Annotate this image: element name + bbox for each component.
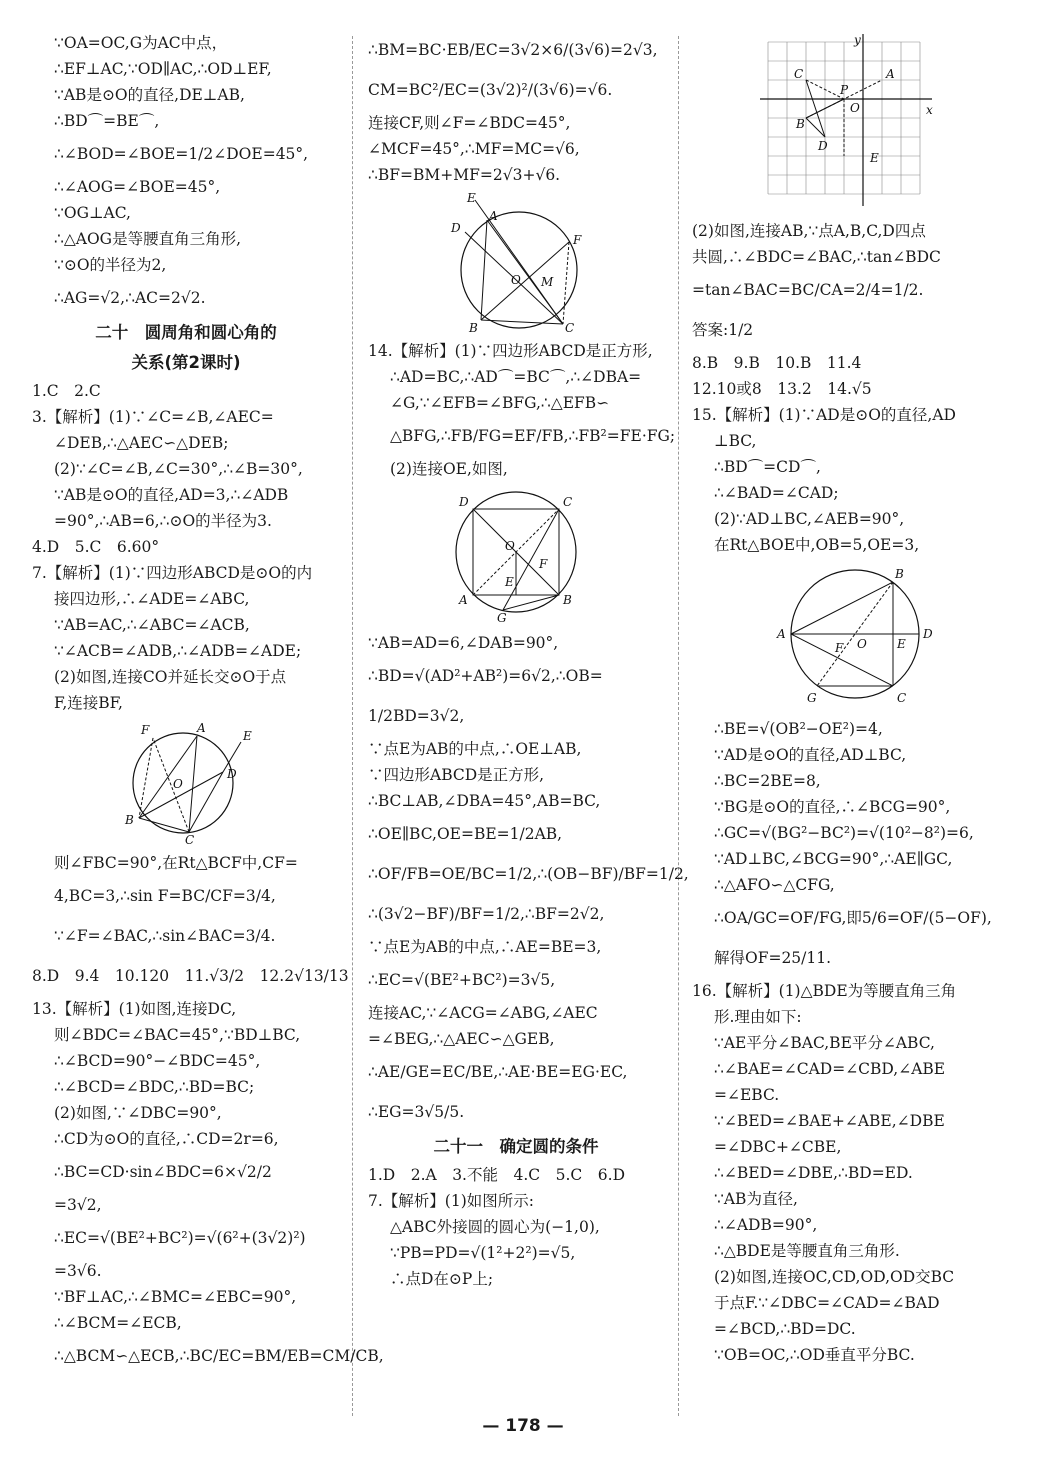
grid-label: E <box>870 151 879 165</box>
text-line: (2)如图,连接AB,∵点A,B,C,D四点 <box>692 222 926 240</box>
text-line: =3√2, <box>54 1196 102 1214</box>
fig7-label: A <box>197 721 206 735</box>
text-line: ∵⊙O的半径为2, <box>54 256 167 274</box>
figure-q15 <box>775 562 935 712</box>
text-line: ∴△AOG是等腰直角三角形, <box>54 230 241 248</box>
text-line: ∴GC=√(BG²−BC²)=√(10²−8²)=6, <box>714 824 974 842</box>
text-line: 4.D 5.C 6.60° <box>32 538 160 556</box>
text-line: ∴AG=√2,∴AC=2√2. <box>54 289 206 307</box>
text-line: ∵AB是⊙O的直径,AD=3,∴∠ADB <box>54 486 289 504</box>
fig14-label: F <box>539 557 548 571</box>
column-divider-1 <box>352 36 353 1416</box>
figure-q7-grid <box>760 34 950 214</box>
text-line: =∠DBC+∠CBE, <box>714 1138 842 1156</box>
text-line: (2)∵∠C=∠B,∠C=30°,∴∠B=30°, <box>54 460 303 478</box>
text-line: ∴∠BED=∠DBE,∴BD=ED. <box>714 1164 913 1182</box>
text-line: =∠EBC. <box>714 1086 780 1104</box>
text-line: =∠BCD,∴BD=DC. <box>714 1320 856 1338</box>
text-line: ∵AD⊥BC,∠BCG=90°,∴AE∥GC, <box>714 850 953 868</box>
fig7-label: C <box>185 833 195 846</box>
text-line: ∴BM=BC·EB/EC=3√2×6/(3√6)=2√3, <box>368 41 658 59</box>
text-line: ∴∠BCD=∠BDC,∴BD=BC; <box>54 1078 255 1096</box>
fig14-label: E <box>505 575 514 589</box>
figure-q14 <box>441 486 591 626</box>
text-line: (2)如图,∵∠DBC=90°, <box>54 1104 222 1122</box>
fig15-label: E <box>897 637 906 651</box>
fig15-label: G <box>807 691 817 705</box>
text-line: ∴∠BOD=∠BOE=1/2∠DOE=45°, <box>54 145 309 163</box>
fig14-label: O <box>505 539 515 553</box>
text-line: ∴AE/GE=EC/BE,∴AE·BE=EG·EC, <box>368 1063 628 1081</box>
section-heading: 二十一 确定圆的条件 <box>433 1137 599 1156</box>
text-line: ∴∠BAD=∠CAD; <box>714 484 839 502</box>
text-line: 16.【解析】(1)△BDE为等腰直角三角 <box>692 982 957 1000</box>
fig14-label: A <box>459 593 468 607</box>
text-line: △ABC外接圆的圆心为(−1,0), <box>390 1218 600 1236</box>
text-line: 15.【解析】(1)∵AD是⊙O的直径,AD <box>692 406 956 424</box>
figure-q7 <box>111 720 261 846</box>
fig13-label: O <box>511 273 521 287</box>
fig14-label: B <box>563 593 572 607</box>
fig15-label: B <box>895 567 904 581</box>
text-line: 8.B 9.B 10.B 11.4 <box>692 354 862 372</box>
column-1 <box>32 30 384 1376</box>
fig15-label: F <box>835 641 844 655</box>
text-line: 8.D 9.4 10.120 11.√3/2 12.2√13/13 <box>32 967 349 985</box>
grid-label: P <box>840 83 849 97</box>
text-line: ∴BD⌒=BE⌒, <box>54 112 160 130</box>
text-line: △BFG,∴FB/FG=EF/FB,∴FB²=FE·FG; <box>390 427 676 445</box>
fig7-label: B <box>125 813 134 827</box>
text-line: ∵∠BED=∠BAE+∠ABE,∠DBE <box>714 1112 945 1130</box>
column-3 <box>692 30 1018 1368</box>
text-line: ∠G,∵∠EFB=∠BFG,∴△EFB∽ <box>390 394 610 412</box>
text-line: 13.【解析】(1)如图,连接DC, <box>32 1000 237 1018</box>
text-line: ∴EC=√(BE²+BC²)=3√5, <box>368 971 556 989</box>
text-line: ∴BE=√(OB²−OE²)=4, <box>714 720 883 738</box>
text-line: ∵AB=AC,∴∠ABC=∠ACB, <box>54 616 250 634</box>
fig14-label: G <box>497 611 507 625</box>
text-line: 则∠BDC=∠BAC=45°,∵BD⊥BC, <box>54 1026 301 1044</box>
text-line: ∴∠BAE=∠CAD=∠CBD,∠ABE <box>714 1060 946 1078</box>
text-line: (2)∵AD⊥BC,∠AEB=90°, <box>714 510 905 528</box>
fig13-label: E <box>467 192 476 205</box>
text-line: ∵四边形ABCD是正方形, <box>368 766 545 784</box>
grid-label: D <box>818 139 828 153</box>
text-line: ∴EC=√(BE²+BC²)=√(6²+(3√2)²) <box>54 1229 306 1247</box>
text-line: ∴EF⊥AC,∵OD∥AC,∴OD⊥EF, <box>54 60 272 78</box>
text-line: 则∠FBC=90°,在Rt△BCF中,CF= <box>54 854 298 872</box>
text-line: ∵∠ACB=∠ADB,∴∠ADB=∠ADE; <box>54 642 302 660</box>
fig7-label: D <box>227 767 237 781</box>
text-line: ∴△BCM∽△ECB,∴BC/EC=BM/EB=CM/CB, <box>54 1347 384 1365</box>
fig15-label: D <box>923 627 933 641</box>
column-divider-2 <box>678 36 679 1416</box>
text-line: 1/2BD=3√2, <box>368 707 465 725</box>
text-line: ∵BF⊥AC,∴∠BMC=∠EBC=90°, <box>54 1288 297 1306</box>
grid-label: B <box>796 117 805 131</box>
text-line: 1.D 2.A 3.不能 4.C 5.C 6.D <box>368 1166 625 1184</box>
fig7-label: O <box>173 777 183 791</box>
text-line: ∴OA/GC=OF/FG,即5/6=OF/(5−OF), <box>714 909 992 927</box>
text-line: ∵AB是⊙O的直径,DE⊥AB, <box>54 86 245 104</box>
text-line: ∴OE∥BC,OE=BE=1/2AB, <box>368 825 563 843</box>
text-line: 连接CF,则∠F=∠BDC=45°, <box>368 114 571 132</box>
text-line: ∵OB=OC,∴OD垂直平分BC. <box>714 1346 915 1364</box>
text-line: ∠DEB,∴△AEC∽△DEB; <box>54 434 229 452</box>
text-line: (2)如图,连接CO并延长交⊙O于点 <box>54 668 287 686</box>
text-line: 14.【解析】(1)∵四边形ABCD是正方形, <box>368 342 653 360</box>
section-heading: 二十 圆周角和圆心角的 <box>95 323 277 342</box>
fig15-label: O <box>857 637 867 651</box>
text-line: 连接AC,∵∠ACG=∠ABG,∠AEC <box>368 1004 598 1022</box>
text-line: ∵OA=OC,G为AC中点， <box>54 34 228 52</box>
text-line: ∵点E为AB的中点,∴AE=BE=3, <box>368 938 602 956</box>
text-line: 形.理由如下: <box>714 1008 802 1026</box>
text-line: ∴BD=√(AD²+AB²)=6√2,∴OB= <box>368 667 603 685</box>
text-line: ∴EG=3√5/5. <box>368 1103 465 1121</box>
fig13-label: F <box>573 233 582 247</box>
fig13-label: A <box>489 209 498 223</box>
text-line: F,连接BF, <box>54 694 123 712</box>
text-line: ∴CD为⊙O的直径,∴CD=2r=6, <box>54 1130 279 1148</box>
fig13-label: C <box>565 321 575 334</box>
text-line: 接四边形,∴∠ADE=∠ABC, <box>54 590 250 608</box>
text-line: ∴BC=CD·sin∠BDC=6×√2/2 <box>54 1163 272 1181</box>
text-line: ∵PB=PD=√(1²+2²)=√5, <box>390 1244 576 1262</box>
section-heading: 关系(第2课时) <box>131 353 241 372</box>
text-line: CM=BC²/EC=(3√2)²/(3√6)=√6. <box>368 81 613 99</box>
text-line: ∴BF=BM+MF=2√3+√6. <box>368 166 561 184</box>
text-line: 4,BC=3,∴sin F=BC/CF=3/4, <box>54 887 276 905</box>
text-line: 共圆,∴∠BDC=∠BAC,∴tan∠BDC <box>692 248 941 266</box>
text-line: 于点F.∵∠DBC=∠CAD=∠BAD <box>714 1294 940 1312</box>
text-line: ∴BC=2BE=8, <box>714 772 821 790</box>
text-line: ∴△BDE是等腰直角三角形. <box>714 1242 900 1260</box>
fig14-label: D <box>459 495 469 509</box>
text-line: ∴∠ADB=90°, <box>714 1216 818 1234</box>
text-line: ∴OF/FB=OE/BC=1/2,∴(OB−BF)/BF=1/2, <box>368 865 689 883</box>
fig15-label: C <box>897 691 907 705</box>
grid-label: y <box>854 34 861 47</box>
text-line: =∠BEG,∴△AEC∽△GEB, <box>368 1030 555 1048</box>
fig7-label: F <box>141 723 150 737</box>
text-line: ⊥BC, <box>714 432 757 450</box>
text-line: ∴点D在⊙P上; <box>390 1270 494 1288</box>
grid-label: A <box>886 67 895 81</box>
text-line: ∴AD=BC,∴AD⌒=BC⌒,∴∠DBA= <box>390 368 642 386</box>
text-line: ∴∠AOG=∠BOE=45°, <box>54 178 221 196</box>
figure-q13 <box>441 192 591 334</box>
fig13-label: B <box>469 321 478 334</box>
text-line: 答案:1/2 <box>692 321 754 339</box>
fig14-label: C <box>563 495 573 509</box>
text-line: ∴(3√2−BF)/BF=1/2,∴BF=2√2, <box>368 905 605 923</box>
text-line: ∴△AFO∽△CFG, <box>714 876 835 894</box>
text-line: =3√6. <box>54 1262 102 1280</box>
text-line: 7.【解析】(1)∵四边形ABCD是⊙O的内 <box>32 564 313 582</box>
text-line: 3.【解析】(1)∵∠C=∠B,∠AEC= <box>32 408 274 426</box>
text-line: ∠MCF=45°,∴MF=MC=√6, <box>368 140 580 158</box>
column-2 <box>368 30 689 1292</box>
text-line: ∴∠BCM=∠ECB, <box>54 1314 182 1332</box>
text-line: ∵AB为直径, <box>714 1190 798 1208</box>
grid-label: x <box>926 103 933 117</box>
text-line: ∴BD⌒=CD⌒, <box>714 458 821 476</box>
text-line: 12.10或8 13.2 14.√5 <box>692 380 872 398</box>
grid-label: O <box>850 101 860 115</box>
text-line: ∵BG是⊙O的直径,∴∠BCG=90°, <box>714 798 951 816</box>
grid-label: C <box>794 67 804 81</box>
page-number: — 178 — <box>482 1416 564 1436</box>
text-line: ∵AD是⊙O的直径,AD⊥BC, <box>714 746 907 764</box>
text-line: =90°,∴AB=6,∴⊙O的半径为3. <box>54 512 272 530</box>
text-line: (2)如图,连接OC,CD,OD,OD交BC <box>714 1268 955 1286</box>
text-line: (2)连接OE,如图, <box>390 460 508 478</box>
fig15-label: A <box>777 627 786 641</box>
text-line: ∵AB=AD=6,∠DAB=90°, <box>368 634 559 652</box>
text-line: 7.【解析】(1)如图所示: <box>368 1192 534 1210</box>
fig13-label: M <box>541 275 554 289</box>
fig13-label: D <box>451 221 461 235</box>
text-line: ∴∠BCD=90°−∠BDC=45°, <box>54 1052 261 1070</box>
text-line: ∵点E为AB的中点,∴OE⊥AB, <box>368 740 582 758</box>
text-line: 在Rt△BOE中,OB=5,OE=3, <box>714 536 920 554</box>
text-line: 1.C 2.C <box>32 382 101 400</box>
text-line: ∴BC⊥AB,∠DBA=45°,AB=BC, <box>368 792 601 810</box>
text-line: ∵OG⊥AC, <box>54 204 131 222</box>
text-line: 解得OF=25/11. <box>714 949 832 967</box>
text-line: ∵∠F=∠BAC,∴sin∠BAC=3/4. <box>54 927 276 945</box>
fig7-label: E <box>243 729 252 743</box>
text-line: =tan∠BAC=BC/CA=2/4=1/2. <box>692 281 924 299</box>
text-line: ∵AE平分∠BAC,BE平分∠ABC, <box>714 1034 935 1052</box>
